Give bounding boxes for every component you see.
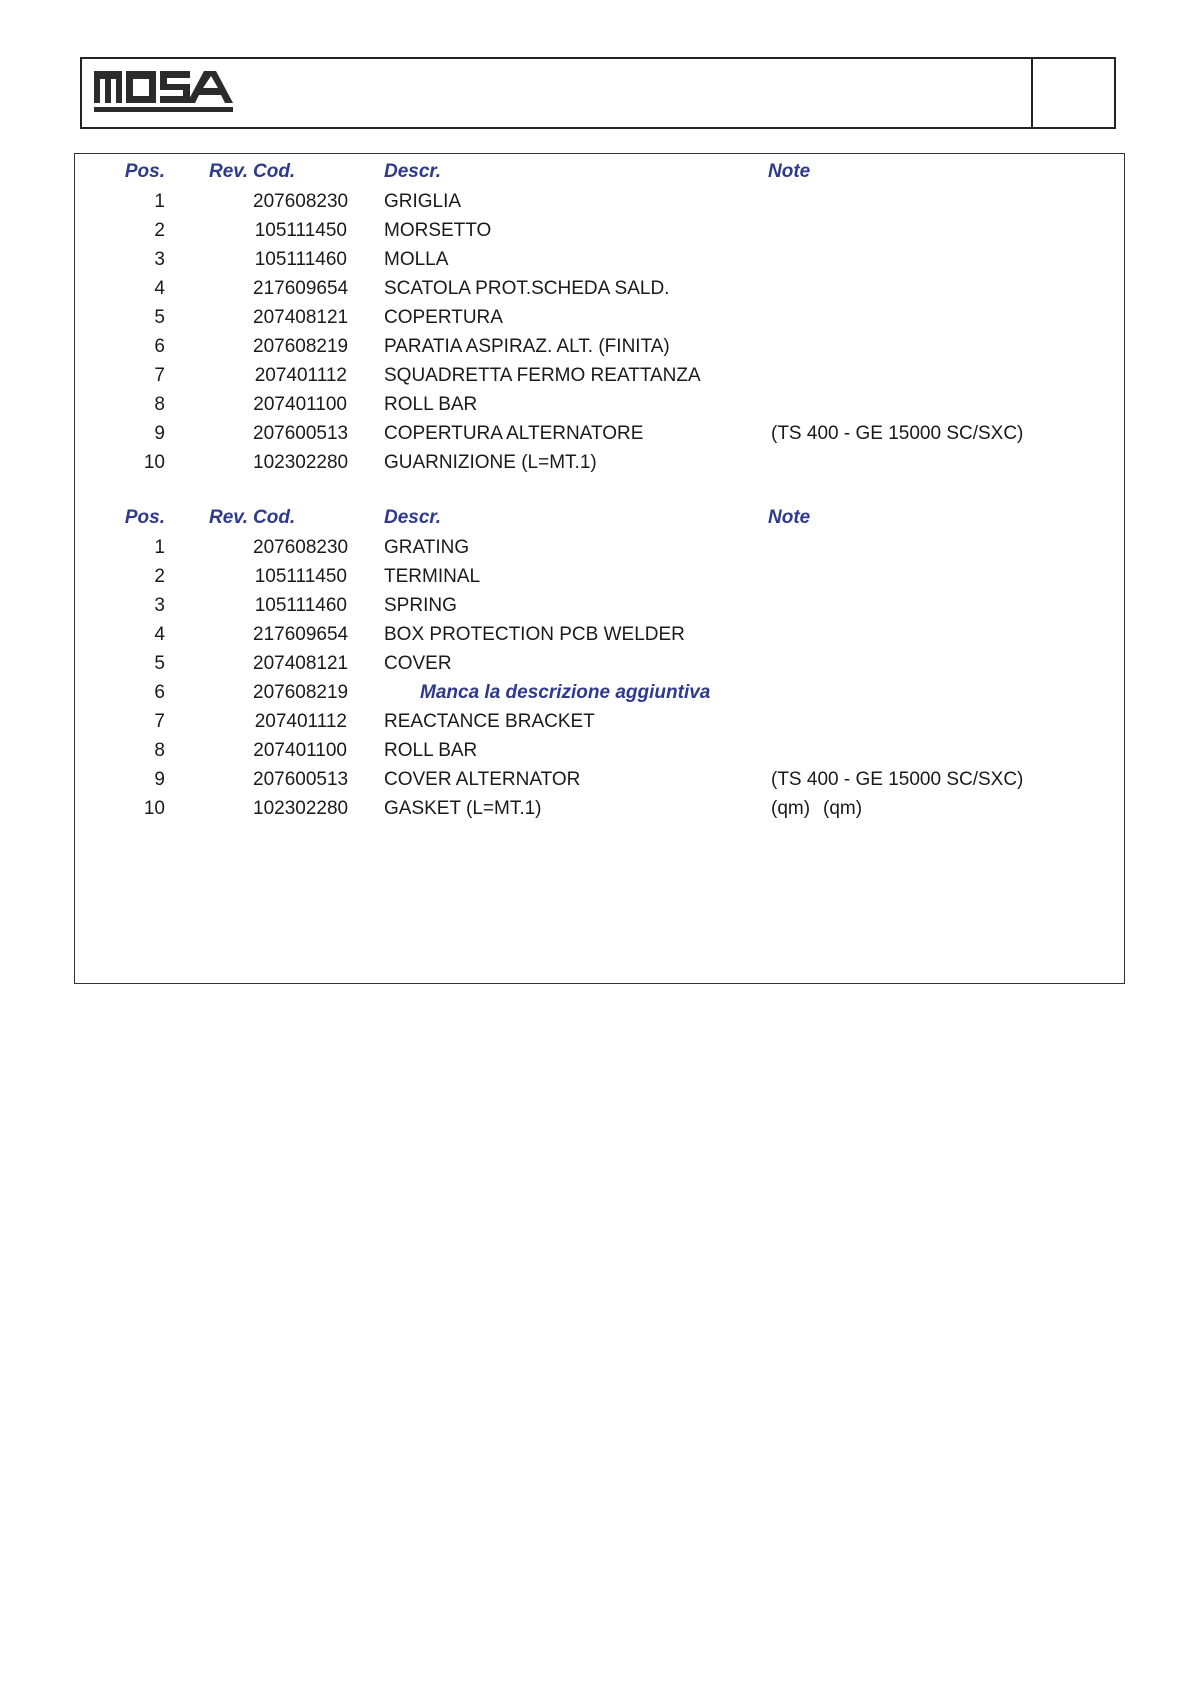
page-header: [80, 57, 1116, 129]
row-cod: 207608230: [253, 537, 349, 558]
row-cod: 207401112: [254, 365, 347, 386]
table-row: [75, 332, 1124, 361]
row-pos: 4: [154, 278, 165, 299]
table-row: [75, 620, 1124, 649]
table-row: [75, 419, 1124, 448]
row-descr-missing: Manca la descrizione aggiuntiva: [420, 682, 711, 703]
row-pos: 3: [154, 595, 165, 616]
row-descr: MOLLA: [384, 249, 449, 270]
row-pos: 6: [154, 336, 165, 357]
parts-list-frame: [74, 153, 1125, 984]
table-row: [75, 736, 1124, 765]
row-descr: ROLL BAR: [384, 394, 478, 415]
row-cod: 207600513: [253, 769, 349, 790]
row-cod: 207401112: [254, 711, 347, 732]
row-cod: 207600513: [253, 423, 349, 444]
col-header-rev: Rev.: [209, 507, 249, 528]
row-descr: SPRING: [384, 595, 457, 616]
row-cod: 207408121: [253, 653, 349, 674]
row-descr: TERMINAL: [384, 566, 481, 587]
row-note: (TS 400 - GE 15000 SC/SXC): [771, 769, 1024, 790]
table-row: [75, 245, 1124, 274]
row-descr: COVER: [384, 653, 452, 674]
col-header-descr: Descr.: [384, 161, 442, 182]
col-header-note: Note: [768, 507, 811, 528]
row-cod: 207401100: [253, 740, 347, 761]
col-header-rev: Rev.: [209, 161, 249, 182]
table-header-row: [75, 157, 1124, 186]
row-descr: MORSETTO: [384, 220, 492, 241]
row-cod: 217609654: [253, 624, 349, 645]
row-descr: SQUADRETTA FERMO REATTANZA: [384, 365, 701, 386]
row-pos: 3: [154, 249, 165, 270]
row-cod: 105111460: [254, 595, 347, 616]
col-header-cod: Cod.: [253, 507, 296, 528]
row-descr: ROLL BAR: [384, 740, 478, 761]
row-cod: 105111450: [254, 220, 347, 241]
col-header-descr: Descr.: [384, 507, 442, 528]
row-descr: PARATIA ASPIRAZ. ALT. (FINITA): [384, 336, 670, 357]
row-cod: 207608230: [253, 191, 349, 212]
table-header-row: [75, 503, 1124, 532]
row-pos: 1: [154, 537, 165, 558]
table-row: [75, 591, 1124, 620]
table-row: [75, 649, 1124, 678]
row-pos: 8: [154, 740, 165, 761]
col-header-note: Note: [768, 161, 811, 182]
row-descr: SCATOLA PROT.SCHEDA SALD.: [384, 278, 670, 299]
table-row: [75, 794, 1124, 823]
table-row: [75, 361, 1124, 390]
table-row: [75, 216, 1124, 245]
row-pos: 8: [154, 394, 165, 415]
row-cod: 102302280: [253, 798, 349, 819]
row-descr: GRATING: [384, 537, 470, 558]
col-header-cod: Cod.: [253, 161, 296, 182]
row-descr: BOX PROTECTION PCB WELDER: [384, 624, 685, 645]
table-row: [75, 274, 1124, 303]
table-row: [75, 765, 1124, 794]
row-cod: 207401100: [253, 394, 347, 415]
table-row: [75, 562, 1124, 591]
row-cod: 207408121: [253, 307, 349, 328]
header-divider: [1031, 59, 1033, 127]
row-pos: 5: [154, 653, 165, 674]
row-cod: 105111460: [254, 249, 347, 270]
row-descr: COVER ALTERNATOR: [384, 769, 581, 790]
row-cod: 207608219: [253, 682, 349, 703]
row-descr: GUARNIZIONE (L=MT.1): [384, 452, 597, 473]
row-pos: 7: [154, 711, 165, 732]
row-pos: 9: [154, 423, 165, 444]
col-header-pos: Pos.: [124, 507, 165, 528]
table-row: [75, 533, 1124, 562]
row-pos: 2: [154, 566, 165, 587]
row-descr: GRIGLIA: [384, 191, 462, 212]
table-row: [75, 448, 1124, 477]
row-pos: 2: [154, 220, 165, 241]
col-header-pos: Pos.: [124, 161, 165, 182]
row-descr: REACTANCE BRACKET: [384, 711, 595, 732]
row-cod: 207608219: [253, 336, 349, 357]
table-row: [75, 187, 1124, 216]
table-row: [75, 707, 1124, 736]
row-cod: 105111450: [254, 566, 347, 587]
row-note: (qm): [771, 798, 811, 819]
row-cod: 102302280: [253, 452, 349, 473]
row-descr: GASKET (L=MT.1): [384, 798, 542, 819]
row-pos: 7: [154, 365, 165, 386]
mosa-logo: [92, 65, 242, 119]
row-pos: 1: [154, 191, 165, 212]
row-note: (TS 400 - GE 15000 SC/SXC): [771, 423, 1024, 444]
table-row: [75, 390, 1124, 419]
table-row: [75, 303, 1124, 332]
row-pos: 9: [154, 769, 165, 790]
row-cod: 217609654: [253, 278, 349, 299]
row-descr: COPERTURA ALTERNATORE: [384, 423, 644, 444]
row-pos: 4: [154, 624, 165, 645]
row-pos: 10: [143, 452, 165, 473]
row-pos: 10: [143, 798, 165, 819]
row-pos: 6: [154, 682, 165, 703]
row-pos: 5: [154, 307, 165, 328]
table-row: [75, 678, 1124, 707]
row-descr: COPERTURA: [384, 307, 503, 328]
mosa-logo-graphic: [92, 65, 242, 119]
row-note-2: (qm): [823, 798, 863, 819]
